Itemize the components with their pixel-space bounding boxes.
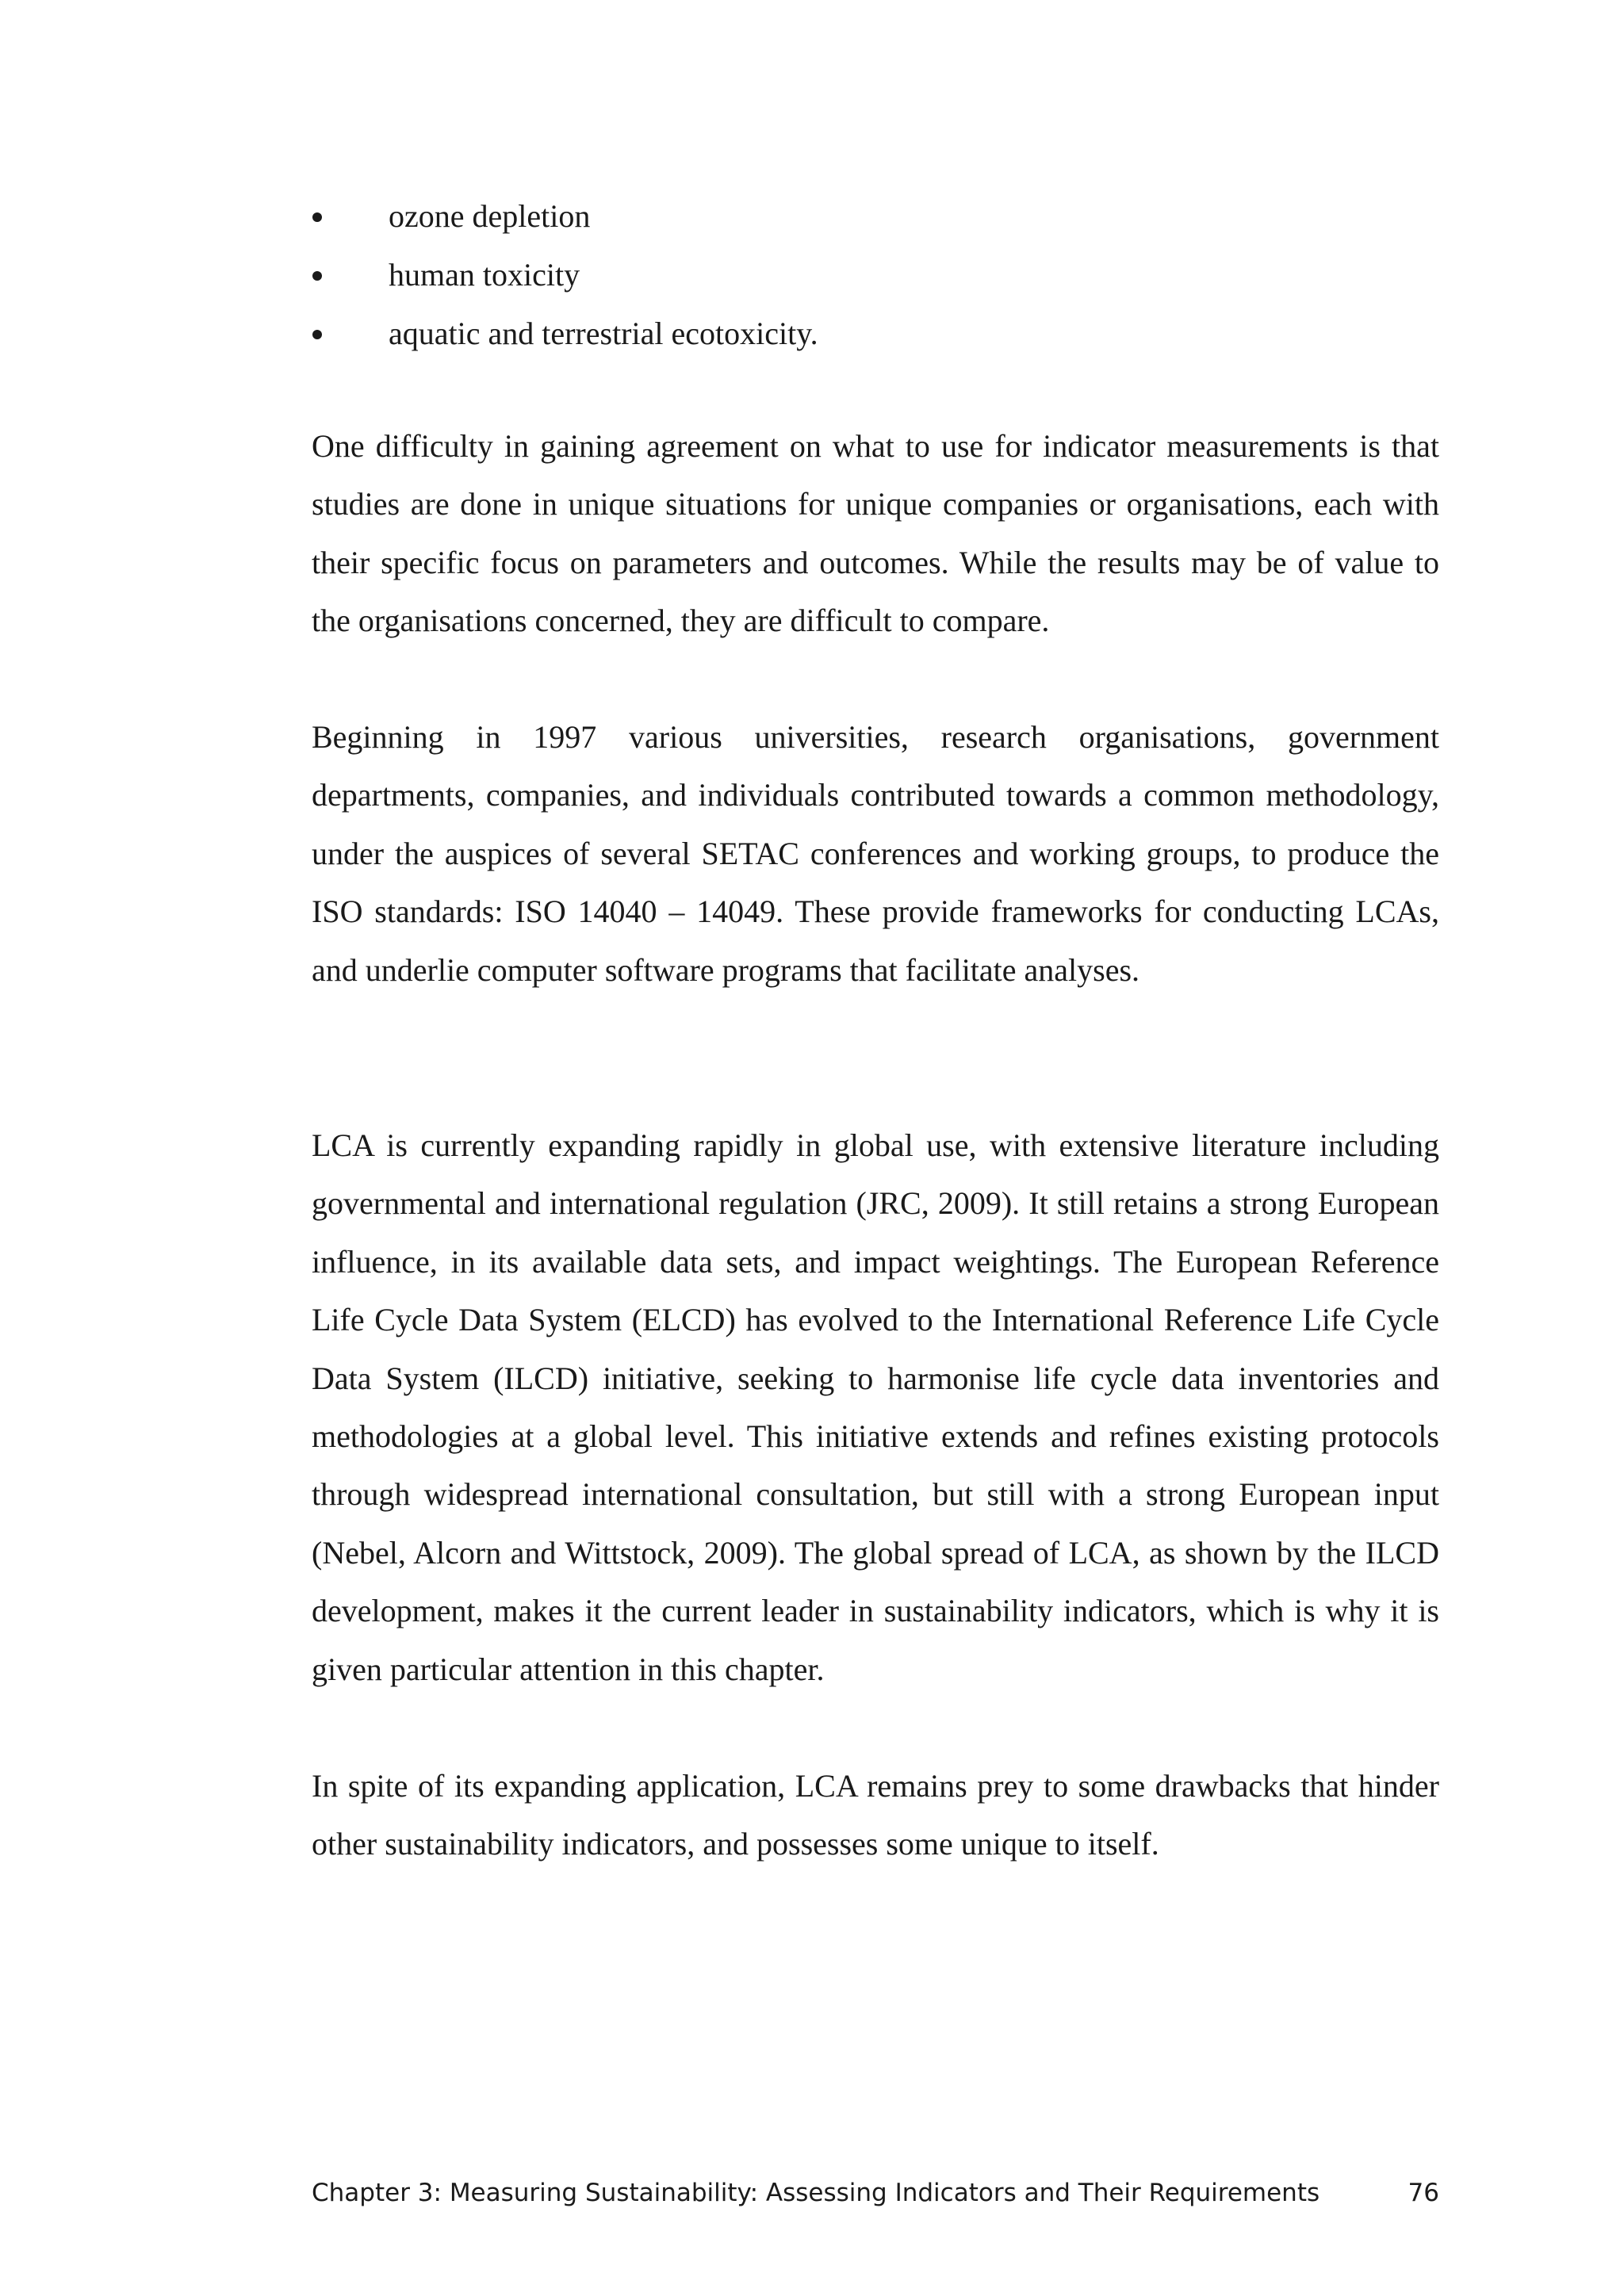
paragraph-indicator-agreement: One difficulty in gaining agreement on what to use for indicator measurements is that studies are done in unique situations for unique companies or organisations, each with their specific focus on parameters and outcomes. While the results may be of value to the organisations concerned, they are difficult to compare. xyxy=(312,428,1439,639)
bullet-item xyxy=(312,304,1439,363)
bullet-text: human toxicity xyxy=(389,257,580,293)
bullet-text: ozone depletion xyxy=(389,198,591,234)
bullet-item xyxy=(312,187,1439,246)
bullet-icon xyxy=(312,304,324,363)
bullet-icon xyxy=(312,246,324,304)
bullet-text: aquatic and terrestrial ecotoxicity. xyxy=(389,316,818,351)
paragraph-lca-drawbacks: In spite of its expanding application, LCA remains prey to some drawbacks that hinder other sustainability indicators, and possesses some unique to itself. xyxy=(312,1768,1439,1862)
page-number: 76 xyxy=(1408,2179,1439,2207)
bullet-item xyxy=(312,246,1439,304)
paragraph-lca-expansion: LCA is currently expanding rapidly in global use, with extensive literature including governmental and international regulation (JRC, 2009). It still retains a strong European influence, in its available data sets, and impact weightings. The European Reference Life Cycle Data System (ELCD) has evolved to the International Reference Life Cycle Data System (ILCD) initiative, seeking to harmonise life cycle data inventories and methodologies at a global level. This initiative extends and refines existing protocols through widespread international consultation, but still with a strong European input (Nebel, Alcorn and Wittstock, 2009). The global spread of LCA, as shown by the ILCD development, makes it the current leader in sustainability indicators, which is why it is given particular attention in this chapter. xyxy=(312,1127,1439,1687)
bullet-icon xyxy=(312,187,324,246)
footer-chapter-title: Chapter 3: Measuring Sustainability: Assessing Indicators and Their Requirements xyxy=(312,2179,1320,2207)
paragraph-iso-standards: Beginning in 1997 various universities, research organisations, government departments, companies, and individuals contributed towards a common methodology, under the auspices of several SETAC conferences and working groups, to produce the ISO standards: ISO 14040 – 14049. These provide frameworks for conducting LCAs, and underlie computer software programs that facilitate analyses. xyxy=(312,719,1439,988)
bullet-list xyxy=(312,187,1439,363)
page-footer xyxy=(312,2171,1439,2215)
